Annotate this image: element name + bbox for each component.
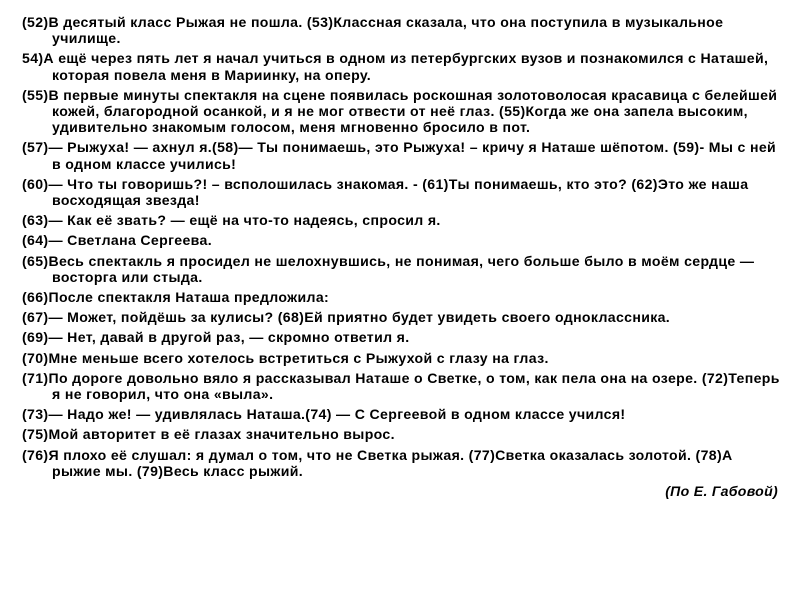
paragraph-73: (73)— Надо же! — удивлялась Наташа.(74) — С Сергеевой в одном классе учился! <box>22 406 626 423</box>
paragraph-55: (55)В первые минуты спектакля на сцене появилась роскошная золотоволосая красавица с белейшей кожей, благородной осанкой, и я не мог отвести от неё глаз. (55)Когда же она запела высоким, удивительно знакомым голосом, меня мгновенно бросило в пот. <box>22 86 778 136</box>
paragraph-52: (52)В десятый класс Рыжая не пошла. (53)Классная сказала, что она поступила в музыкальное училище. <box>22 14 724 47</box>
paragraph-75: (75)Мой авторитет в её глазах значительно вырос. <box>22 426 395 443</box>
paragraph-54: 54)А ещё через пять лет я начал учиться в одном из петербургских вузов и познакомился с Наташей, которая повела меня в Мариинку, на оперу. <box>22 50 769 83</box>
paragraph-71: (71)По дороге довольно вяло я рассказывал Наташе о Светке, о том, как пела она на озере. (72)Теперь я не говорил, что она «выла». <box>22 369 780 403</box>
paragraph-69: (69)— Нет, давай в другой раз, — скромно ответил я. <box>22 329 410 346</box>
paragraph-76: (76)Я плохо её слушал: я думал о том, что не Светка рыжая. (77)Светка оказалась золотой. (78)А рыжие мы. (79)Весь класс рыжий. <box>22 446 733 479</box>
paragraph-64: (64)— Светлана Сергеева. <box>22 232 212 249</box>
paragraph-63: (63)— Как её звать? — ещё на что-то надеясь, спросил я. <box>22 212 441 229</box>
paragraph-60: (60)— Что ты говоришь?! – всполошилась знакомая. - (61)Ты понимаешь, кто это? (62)Это же наша восходящая звезда! <box>22 175 749 209</box>
author-attribution: (По Е. Габовой) <box>665 483 778 500</box>
paragraph-70: (70)Мне меньше всего хотелось встретиться с Рыжухой с глазу на глаз. <box>22 349 549 366</box>
paragraph-65: (65)Весь спектакль я просидел не шелохнувшись, не понимая, чего больше было в моём сердце — восторга или стыда. <box>22 252 755 285</box>
paragraph-66: (66)После спектакля Наташа предложила: <box>22 289 330 306</box>
story-text <box>22 14 782 500</box>
paragraph-57: (57)— Рыжуха! — ахнул я.(58)— Ты понимаешь, это Рыжуха! – кричу я Наташе шёпотом. (59)- Мы с ней в одном классе учились! <box>22 139 777 172</box>
paragraph-67: (67)— Может, пойдёшь за кулисы? (68)Ей приятно будет увидеть своего одноклассника. <box>22 309 671 326</box>
